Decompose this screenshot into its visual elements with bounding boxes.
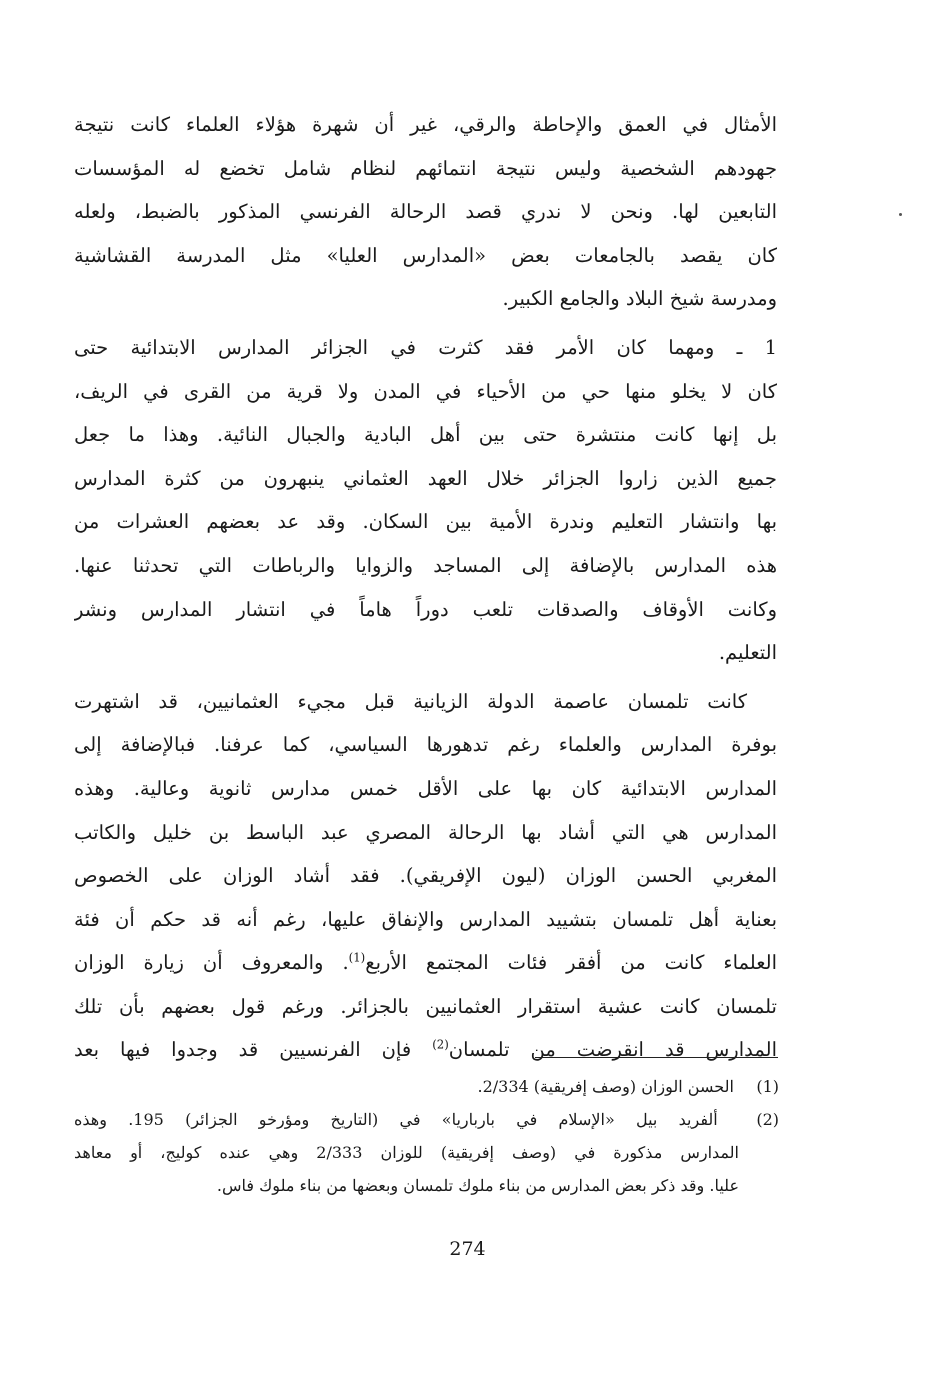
footnote-1 (74, 1070, 779, 1103)
text-line: جهودهم الشخصية وليس نتيجة انتمائهم لنظام شامل تخضع له المؤسسات (74, 156, 777, 180)
footnote-2 (74, 1103, 779, 1136)
text-line: وكانت الأوقاف والصدقات تلعب دوراً هاماً في انتشار المدارس ونشر (74, 597, 777, 621)
text-line: المدارس هي التي أشاد بها الرحالة المصري عبد الباسط بن خليل والكاتب (74, 820, 777, 844)
text-line: بها وانتشار التعليم وندرة الأمية بين السكان. وقد عد بعضهم العشرات من (74, 510, 777, 534)
text-line: العلماء كانت من أفقر فئات المجتمع الأربع$^{(1)}$. والمعروف أن زيارة الوزان (74, 950, 777, 975)
text-line: بعناية أهل تلمسان بتشييد المدارس والإنفاق عليها، رغم أنه قد حكم أن فئة (74, 907, 777, 931)
text-segment: المدارس قد انقرضت من تلمسان (448, 1038, 777, 1062)
footnote-2-line: عليا. وقد ذكر بعض المدارس من بناء ملوك تلمسان وبعضها من بناء ملوك فاس. (216, 1176, 739, 1195)
footnote-ref-2[interactable]: (2) (432, 1037, 449, 1052)
footnote-divider (535, 1057, 778, 1058)
text-line: الأمثال في العمق والإحاطة والرقي، غير أن شهرة هؤلاء العلماء كانت نتيجة (74, 113, 777, 136)
text-line: التعليم. (718, 641, 777, 665)
text-line: كان لا يخلو منها حي من الأحياء في المدن ولا قرية من القرى في الريف، (74, 379, 777, 403)
footnote-number: (1) (756, 1077, 779, 1096)
text-segment: والمعروف أن زيارة الوزان (74, 951, 324, 975)
footnote-text: الحسن الوزان (وصف إفريقية) 2/334. (477, 1077, 734, 1096)
text-line: بل إنها كانت منتشرة حتى بين أهل البادية والجبال النائية. وهذا ما جعل (74, 423, 777, 447)
footnote-text: ألفريد بيل «الإسلام في بارباريا» في (التاريخ ومؤرخو الجزائر) 195. وهذه (74, 1110, 718, 1129)
text-segment: العلماء كانت من أفقر فئات المجتمع الأربع (365, 951, 777, 975)
text-line: كان يقصد بالجامعات بعض «المدارس العليا» مثل المدرسة القشاشية (74, 243, 777, 267)
footnote-2-line: المدارس مذكورة في (وصف إفريقية) للوزان 2/333 وهي عنده كوليج، أو معاهد (74, 1143, 739, 1162)
text-line: 1 ـ ومهما كان الأمر فقد كثرت في الجزائر المدارس الابتدائية حتى (74, 335, 777, 359)
footnote-number: (2) (756, 1110, 779, 1129)
text-line: هذه المدارس بالإضافة إلى المساجد والزوايا والرباطات التي تحدثنا عنها. (74, 553, 777, 577)
footnotes (74, 1070, 779, 1202)
text-line: المدارس الابتدائية كان بها على الأقل خمس مدارس ثانوية وعالية. وهذه (74, 776, 777, 800)
footnote-ref-1[interactable]: (1) (348, 950, 366, 965)
text-line: التابعين لها. ونحن لا ندري قصد الرحالة الفرنسي المذكور بالضبط، ولعله (74, 200, 777, 224)
text-line (74, 1028, 777, 1072)
text-line: ومدرسة شيخ البلاد والجامع الكبير. (502, 287, 777, 311)
body-text (74, 103, 777, 1072)
text-line: المغربي الحسن الوزان (ليون الإفريقي). فقد أشاد الوزان على الخصوص (74, 864, 777, 888)
text-line: كانت تلمسان عاصمة الدولة الزيانية قبل مجيء العثمانيين، قد اشتهرت (74, 689, 747, 713)
text-segment: فإن الفرنسيين قد وجدوا فيها بعد (74, 1038, 412, 1062)
page-number: 274 (449, 1238, 486, 1260)
margin-mark (899, 213, 902, 216)
text-line: تلمسان كانت عشية استقرار العثمانيين بالجزائر. ورغم قول بعضهم بأن تلك (74, 994, 777, 1018)
text-line: جميع الذين زاروا الجزائر خلال العهد العثماني ينبهرون من كثرة المدارس (74, 466, 777, 490)
text-line: بوفرة المدارس والعلماء رغم تدهورها السياسي، كما عرفنا. فبالإضافة إلى (74, 733, 777, 757)
